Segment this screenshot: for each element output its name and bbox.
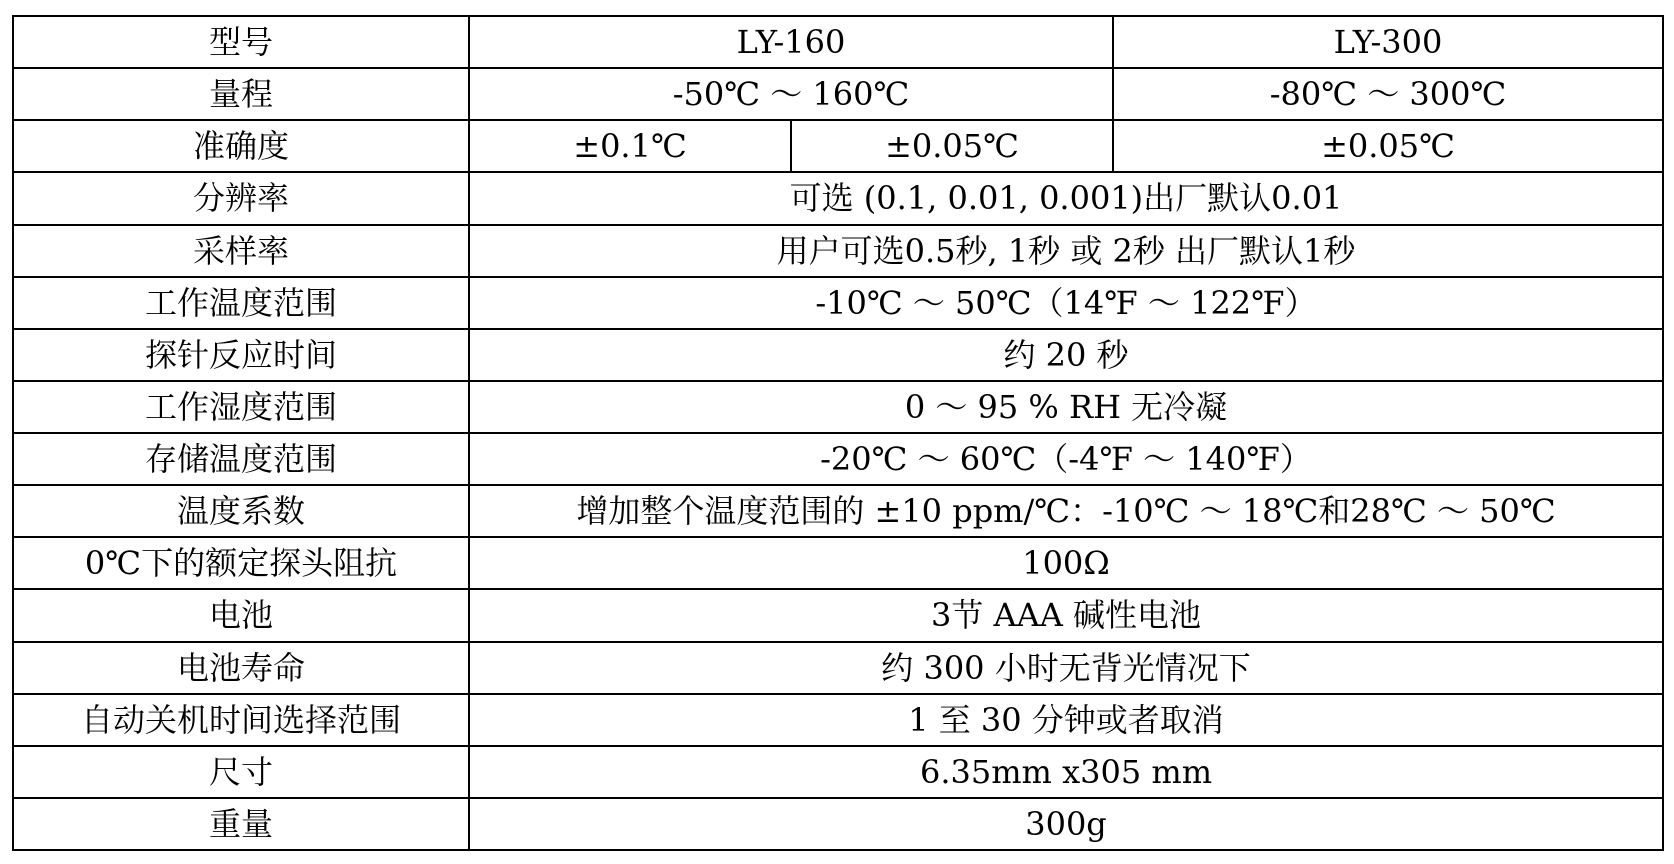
range-ly160-cell: -50℃ ～ 160℃ [469,68,1113,120]
row-label: 0℃下的额定探头阻抗 [13,537,469,589]
table-row-weight [13,798,1663,850]
table-row-operating-humidity [13,381,1663,433]
table-row-accuracy [13,120,1663,172]
row-value: 0 ～ 95 % RH 无冷凝 [469,381,1663,433]
row-label: 存储温度范围 [13,433,469,485]
spec-table-body [13,16,1663,850]
model-ly160-header: LY-160 [469,16,1113,68]
row-label-model: 型号 [13,16,469,68]
row-value: 1 至 30 分钟或者取消 [469,694,1663,746]
row-label-range: 量程 [13,68,469,120]
table-row-temperature-coefficient [13,485,1663,537]
row-label: 重量 [13,798,469,850]
row-value: 6.35mm x305 mm [469,746,1663,798]
row-label: 尺寸 [13,746,469,798]
accuracy-ly300-cell: ±0.05℃ [1113,120,1663,172]
row-value: 300g [469,798,1663,850]
row-label-accuracy: 准确度 [13,120,469,172]
row-label: 自动关机时间选择范围 [13,694,469,746]
row-value: 用户可选0.5秒, 1秒 或 2秒 出厂默认1秒 [469,225,1663,277]
table-row-probe-impedance [13,537,1663,589]
table-row-storage-temperature [13,433,1663,485]
spec-table [12,15,1664,851]
model-ly300-header: LY-300 [1113,16,1663,68]
row-label: 温度系数 [13,485,469,537]
row-label: 工作温度范围 [13,277,469,329]
table-row-sampling-rate [13,225,1663,277]
row-value: -10℃ ～ 50℃（14℉ ～ 122℉） [469,277,1663,329]
table-row-battery [13,589,1663,641]
table-row-resolution [13,172,1663,224]
table-row-operating-temperature [13,277,1663,329]
accuracy-ly160-cell-2: ±0.05℃ [791,120,1113,172]
accuracy-ly160-cell-1: ±0.1℃ [469,120,791,172]
row-label: 电池寿命 [13,642,469,694]
row-value: 3节 AAA 碱性电池 [469,589,1663,641]
table-row-probe-response-time [13,329,1663,381]
range-ly300-cell: -80℃ ～ 300℃ [1113,68,1663,120]
row-label: 采样率 [13,225,469,277]
row-value: -20℃ ～ 60℃（-4℉ ～ 140℉） [469,433,1663,485]
table-row-range [13,68,1663,120]
row-label: 工作湿度范围 [13,381,469,433]
row-label: 分辨率 [13,172,469,224]
table-row-auto-shutdown [13,694,1663,746]
row-value: 约 20 秒 [469,329,1663,381]
row-value: 约 300 小时无背光情况下 [469,642,1663,694]
row-value: 100Ω [469,537,1663,589]
row-value: 增加整个温度范围的 ±10 ppm/℃：-10℃ ～ 18℃和28℃ ～ 50℃ [469,485,1663,537]
table-row-model [13,16,1663,68]
row-value: 可选 (0.1, 0.01, 0.001)出厂默认0.01 [469,172,1663,224]
table-row-dimensions [13,746,1663,798]
row-label: 探针反应时间 [13,329,469,381]
table-row-battery-life [13,642,1663,694]
row-label: 电池 [13,589,469,641]
